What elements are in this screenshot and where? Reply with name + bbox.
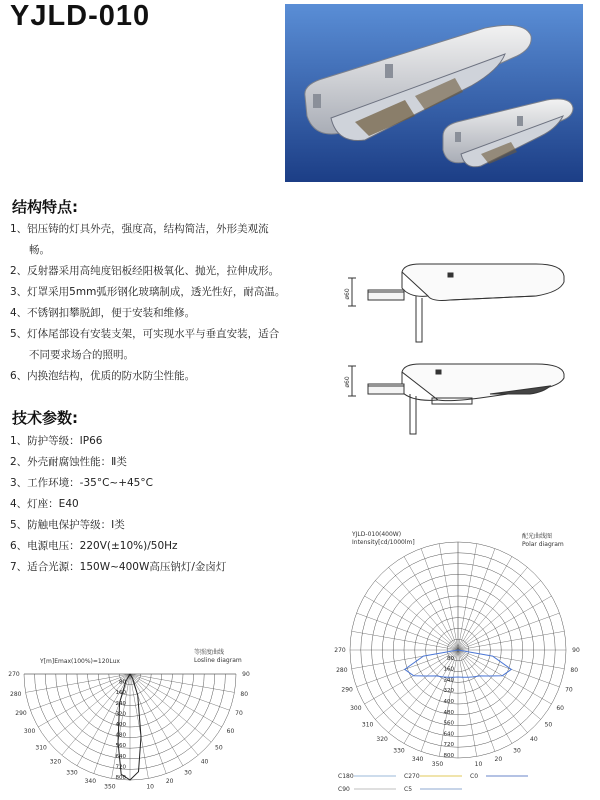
spec-item: 2、外壳耐腐蚀性能：Ⅱ类 — [10, 456, 127, 468]
angle-label: 270 — [334, 647, 346, 654]
legend-label: C90 — [338, 786, 350, 793]
dim-label: ø60 — [344, 376, 351, 388]
angle-label: 350 — [431, 761, 444, 769]
structure-item: 1、铝压铸的灯具外壳，强度高，结构简洁，外形美观流 畅。 — [10, 223, 269, 256]
spec-item: 3、工作环境：-35°C~+45°C — [10, 477, 153, 489]
angle-label: 270 — [8, 671, 20, 678]
angle-label: 70 — [565, 686, 573, 694]
side-view-drawing — [340, 256, 572, 356]
angle-label: 40 — [200, 758, 209, 766]
polar-diagram — [330, 520, 600, 800]
angle-label: 330 — [66, 769, 78, 777]
losline-title-en: Losline diagram — [194, 657, 242, 664]
angle-label: 290 — [15, 709, 27, 717]
polar-title: YJLD-010(400W) — [352, 531, 402, 538]
radial-label: 320 — [115, 711, 126, 718]
side-view-drawing-2 — [340, 358, 572, 458]
model-title: YJLD-010 — [10, 0, 151, 32]
specs-heading: 技术参数: — [12, 409, 78, 427]
radial-label: 640 — [443, 731, 454, 738]
angle-label: 50 — [544, 721, 553, 729]
radial-label: 640 — [115, 753, 126, 760]
angle-label: 90 — [242, 671, 250, 678]
angle-label: 90 — [572, 647, 580, 654]
legend-label: C5 — [404, 786, 413, 793]
grid-spoke — [389, 567, 458, 650]
angle-label: 20 — [165, 778, 174, 786]
angle-label: 340 — [411, 756, 424, 764]
radial-label: 160 — [115, 690, 126, 697]
angle-label: 280 — [336, 667, 348, 675]
polar-title-cn: 配光曲线图 — [522, 533, 553, 540]
polar-title-en: Polar diagram — [522, 541, 564, 548]
legend-label: C180 — [338, 773, 354, 780]
angle-label: 30 — [513, 747, 521, 755]
angle-label: 60 — [226, 728, 235, 735]
grid-spoke — [130, 674, 211, 742]
losline-diagram — [0, 636, 260, 800]
spec-item: 5、防触电保护等级：Ⅰ类 — [10, 519, 125, 531]
angle-label: 320 — [49, 758, 62, 766]
angle-label: 330 — [393, 747, 405, 755]
angle-label: 320 — [376, 735, 388, 743]
radial-label: 800 — [443, 753, 454, 759]
angle-label: 350 — [104, 783, 116, 791]
radial-label: 80 — [119, 679, 126, 686]
structure-list — [10, 219, 285, 387]
structure-heading: 结构特点: — [12, 198, 78, 216]
angle-label: 60 — [556, 705, 565, 712]
angle-label: 290 — [341, 686, 353, 694]
grid-spoke — [375, 581, 458, 650]
angle-label: 300 — [350, 705, 362, 712]
losline-title-cn: 等照度曲线 — [194, 649, 225, 656]
spec-item: 6、电源电压：220V(±10%)/50Hz — [10, 540, 178, 552]
radial-label: 400 — [115, 722, 126, 728]
angle-label: 310 — [361, 721, 374, 729]
radial-label: 800 — [115, 775, 126, 781]
radial-label: 80 — [447, 655, 454, 662]
angle-label: 50 — [215, 744, 223, 752]
angle-label: 300 — [23, 728, 36, 735]
structure-item: 5、灯体尾部设有安装支架，可实现水平与垂直安装，适合 不同要求场合的照明。 — [10, 328, 280, 361]
angle-label: 310 — [35, 744, 47, 752]
losline-ylabel: Y[m]Emax(100%)=120Lux — [40, 658, 120, 665]
angle-label: 20 — [494, 756, 503, 764]
grid-spoke — [458, 650, 527, 733]
legend-label: C0 — [470, 773, 479, 780]
angle-label: 280 — [10, 690, 22, 698]
radial-label: 240 — [443, 677, 454, 684]
angle-label: 10 — [146, 783, 154, 791]
radial-label: 160 — [443, 666, 454, 673]
radial-label: 320 — [443, 688, 454, 695]
radial-label: 560 — [115, 743, 126, 750]
structure-item: 3、灯罩采用5mm弧形钢化玻璃制成，透光性好，耐高温。 — [10, 286, 286, 298]
structure-item: 6、内换泡结构，优质的防水防尘性能。 — [10, 370, 196, 382]
legend-label: C270 — [404, 773, 420, 780]
angle-label: 30 — [184, 769, 192, 777]
angle-label: 40 — [530, 735, 538, 743]
grid-spoke — [458, 581, 541, 650]
spec-item: 4、灯座：E40 — [10, 498, 79, 510]
spec-item: 1、防护等级：IP66 — [10, 435, 103, 447]
spec-item: 7、适合光源：150W~400W高压钠灯/金卤灯 — [10, 561, 227, 573]
grid-spoke — [458, 567, 527, 650]
product-photo — [285, 4, 583, 182]
angle-label: 10 — [474, 761, 483, 769]
angle-label: 70 — [235, 709, 243, 717]
angle-label: 80 — [570, 667, 579, 675]
radial-label: 240 — [115, 700, 126, 707]
radial-label: 400 — [443, 699, 454, 705]
polar-unit: Intensity[cd/1000lm] — [352, 539, 415, 546]
angle-label: 340 — [84, 778, 97, 786]
radial-label: 560 — [443, 720, 454, 727]
angle-label: 80 — [240, 690, 249, 698]
radial-label: 720 — [115, 764, 126, 771]
radial-label: 480 — [115, 732, 126, 739]
radial-label: 480 — [443, 709, 454, 716]
dim-label: ø60 — [344, 288, 351, 300]
structure-item: 4、不锈钢扣攀脱卸，便于安装和维修。 — [10, 307, 196, 319]
specs-list — [10, 431, 226, 578]
structure-item: 2、反射器采用高纯度铝板经阳极氧化、抛光，拉伸成形。 — [10, 265, 280, 277]
radial-label: 720 — [443, 742, 454, 749]
